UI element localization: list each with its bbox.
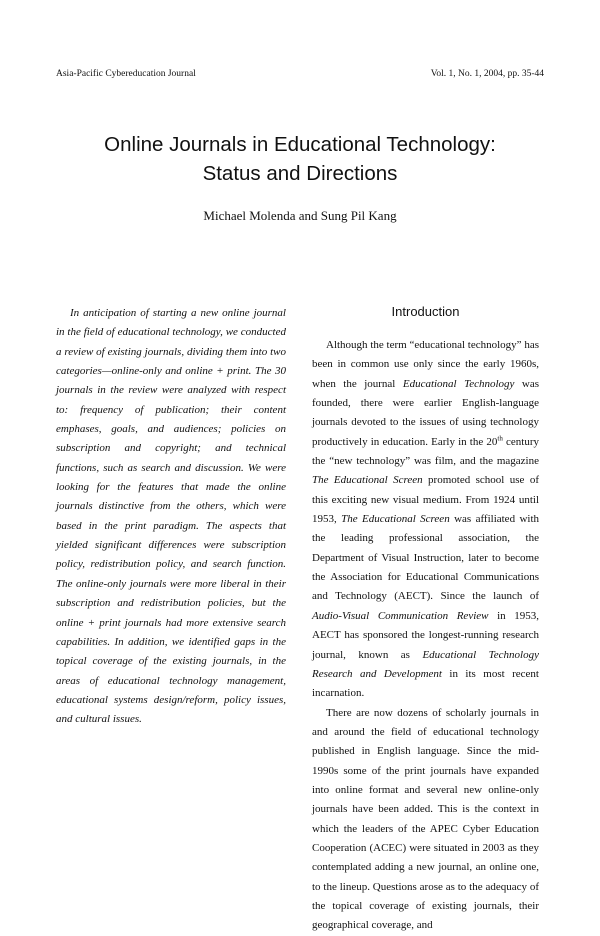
text-run: century the “new technology” was film, and the magazine xyxy=(312,435,539,468)
section-heading-introduction: Introduction xyxy=(391,304,460,319)
text-run: promoted school use of this exciting new visual medium. From 1924 until 1953, xyxy=(312,474,539,526)
journal-title-emphasis: The Educational Screen xyxy=(341,513,450,526)
text-run: was affiliated with the leading professional association, the Department of Visual Instruction, later to become the Association for Educational Communications and Technology (AECT). Since the launch of xyxy=(312,513,540,603)
text-run: Although the term “educational technology” has been in common use only since the early 1960s, when the journal xyxy=(312,339,539,390)
article-authors: Michael Molenda and Sung Pil Kang xyxy=(203,208,397,223)
journal-title-emphasis: The Educational Screen xyxy=(312,474,423,487)
text-run: in 1953, AECT has sponsored the longest-running research journal, known as xyxy=(312,609,539,661)
article-title-line-2: Status and Directions xyxy=(202,162,398,185)
citation-info: Vol. 1, No. 1, 2004, pp. 35-44 xyxy=(430,69,544,79)
text-run: in its most recent incarnation. xyxy=(312,667,539,700)
introduction-paragraph-2: There are now dozens of scholarly journals in and around the field of educational technology published in English language. Since the mid-1990s some of the print journals have expanded into online format and several new online-only journals have been added. This is the context in which the leaders of the APEC Cyber Education Cooperation (ACEC) were situated in 2003 as they contemplated adding a new journal, an online one, to the lineup. Questions arose as to the adequacy of the topical coverage of existing journals, their geographical coverage, and xyxy=(312,706,539,932)
journal-title-emphasis: Educational Technology Research and Development xyxy=(312,648,539,680)
journal-name: Asia-Pacific Cybereducation Journal xyxy=(56,69,196,79)
journal-title-emphasis: Audio-Visual Communication Review xyxy=(312,609,489,622)
abstract: In anticipation of starting a new online journal in the field of educational technology, we conducted a review of existing journals, dividing them into two categories—online-only and online + print. The 30 journals in the review were analyzed with respect to: frequency of publication; their content emphases, goals, and audiences; policies on subscription and copyright; and technical functions, such as search and discussion. We were looking for the features that made the online journals distinctive from the others, which were based in the print paradigm. The aspects that yielded significant differences were subscription policy, redistribution policy, and search function. The online-only journals were more liberal in their subscription and redistribution policies, but the online + print journals had more extensive search capabilities. In addition, we identified gaps in the topical coverage of the existing journals, in the areas of educational technology management, educational systems design/reform, policy issues, and cultural issues. xyxy=(56,307,286,726)
article-title-line-1: Online Journals in Educational Technology: xyxy=(104,133,496,156)
journal-title-emphasis: Educational Technology xyxy=(402,377,515,390)
article-title xyxy=(0,130,600,188)
introduction-paragraph-1 xyxy=(312,336,539,704)
introduction-section xyxy=(312,304,539,936)
text-run: was founded, there were earlier English-language journals devoted to the issues of using technology productively in education. Early in the 20 xyxy=(312,377,539,448)
ordinal-superscript: th xyxy=(497,434,503,443)
